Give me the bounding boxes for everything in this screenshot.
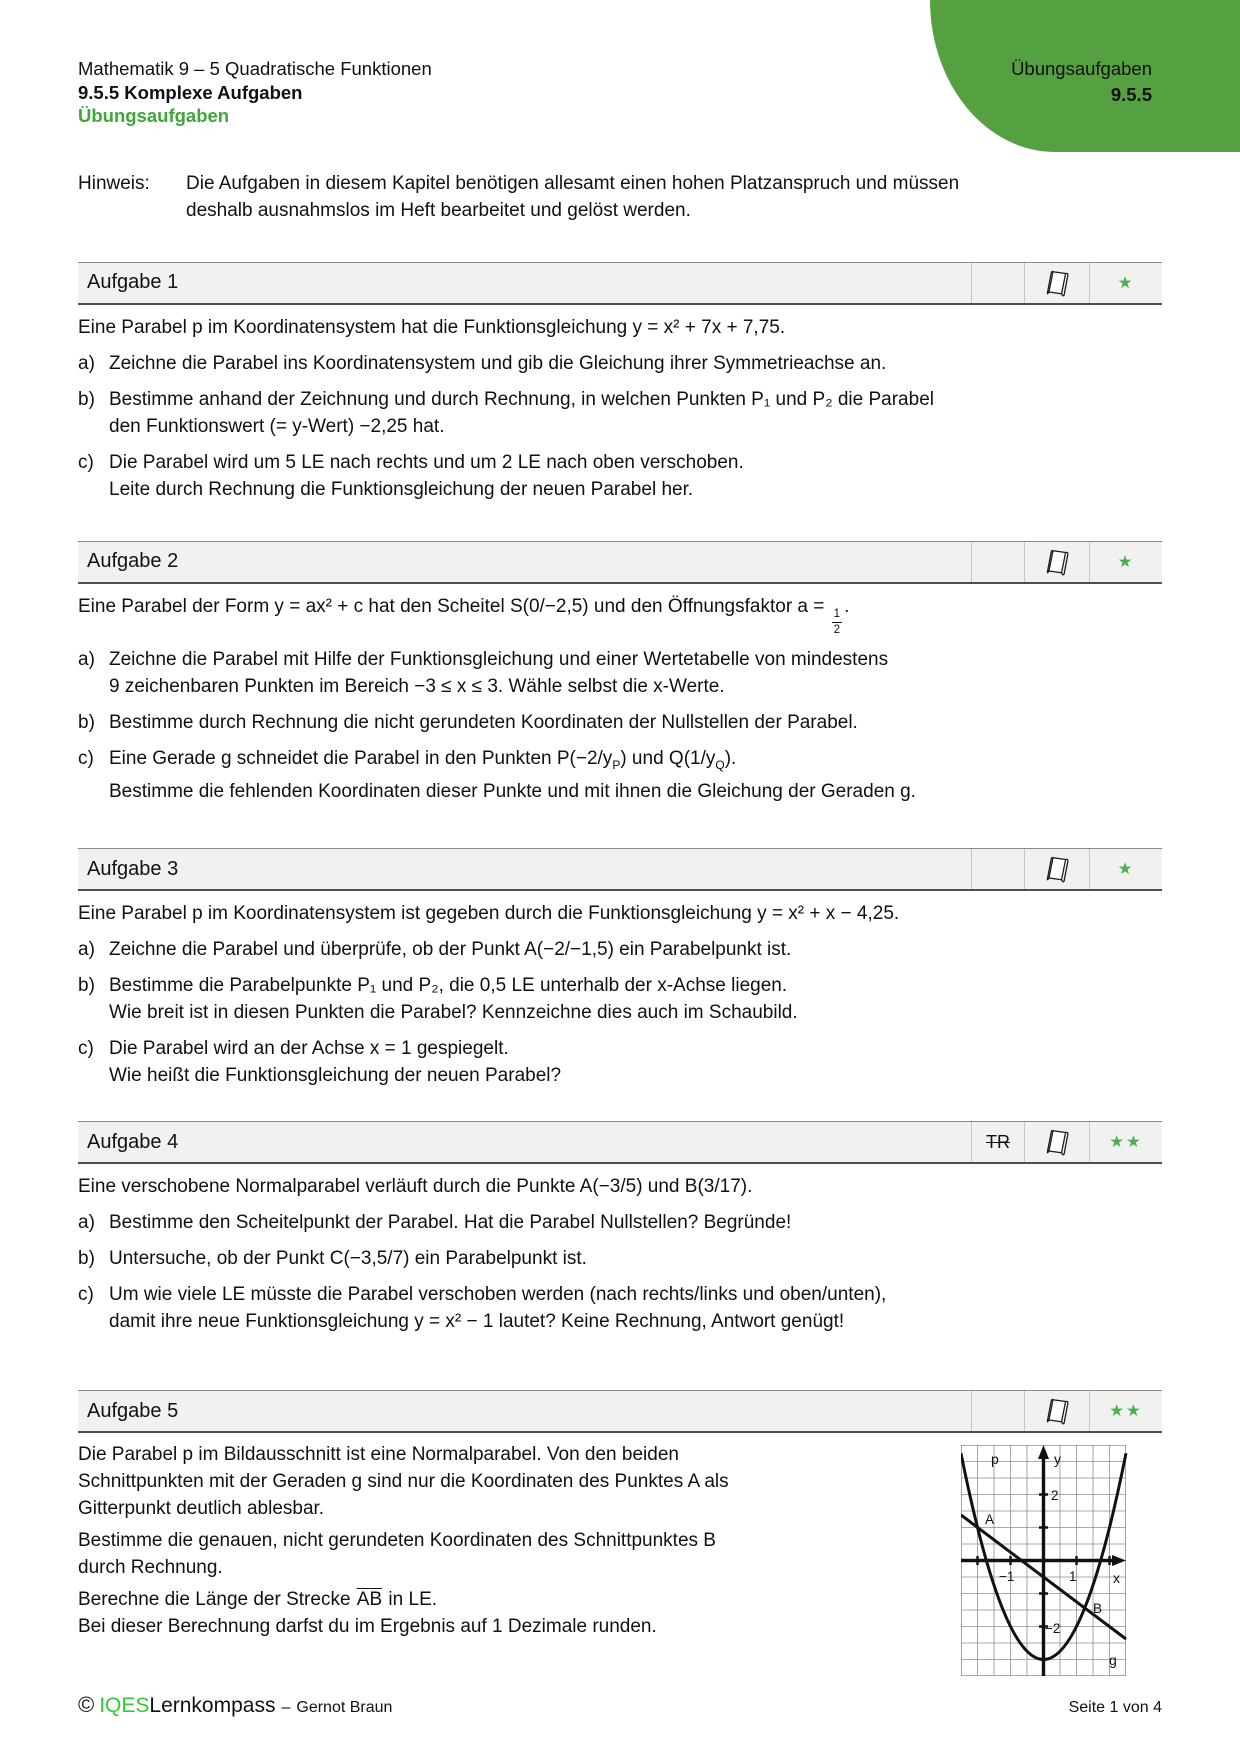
task-5-bar bbox=[78, 1390, 1162, 1433]
task-5 bbox=[78, 1390, 1162, 1682]
task-2-bar bbox=[78, 541, 1162, 584]
task-item-a: a) Zeichne die Parabel ins Koordinatensystem und gib die Gleichung ihrer Symmetrieachse an. bbox=[78, 352, 887, 374]
exercise-book-icon bbox=[1024, 1122, 1089, 1162]
x-axis-label: x bbox=[1113, 1570, 1120, 1587]
calculator-cell bbox=[971, 849, 1024, 889]
task-2 bbox=[78, 541, 1162, 806]
page-number: Seite 1 von 4 bbox=[1068, 1699, 1162, 1716]
header-chapter: 9.5.5 Komplexe Aufgaben bbox=[78, 81, 303, 103]
note-text bbox=[186, 170, 959, 224]
task-item-a: a) Bestimme den Scheitelpunkt der Parabel. Hat die Parabel Nullstellen? Begründe! bbox=[78, 1212, 792, 1234]
brand-block bbox=[78, 1692, 392, 1718]
y-axis-label: y bbox=[1054, 1451, 1061, 1468]
segment-length-line: Berechne die Länge der Strecke $\overline{AB}$ in LE. Bei dieser Berechnung darfst du im Ergebnis auf 1 Dezimale runden. bbox=[78, 1589, 657, 1638]
author-name: Gernot Braun bbox=[296, 1699, 393, 1716]
task-1-bar bbox=[78, 262, 1162, 305]
tick-label-minus2: −2 bbox=[1045, 1621, 1061, 1637]
paragraph: Die Parabel p im Bildausschnitt ist eine Normalparabel. Von den beiden Schnittpunkten mit der Geraden g sind nur die Koordinaten des Punktes A als Gitterpunkt deutlich ablesbar. bbox=[78, 1444, 729, 1520]
note-block bbox=[78, 170, 1162, 224]
note-label: Hinweis: bbox=[78, 172, 150, 194]
task-3-bar bbox=[78, 848, 1162, 891]
task-title: Aufgabe 2 bbox=[87, 550, 179, 572]
difficulty-stars: ★ bbox=[1089, 263, 1162, 303]
task-intro: Eine Parabel p im Koordinatensystem ist gegeben durch die Funktionsgleichung y = x² + x − 4,25. bbox=[78, 903, 900, 925]
task-item-c: c) Eine Gerade g schneidet die Parabel in den Punkten $P(-2/y_P)$ und $Q(1/y_Q)$. Bestimme die fehlenden Koordinaten dieser Punkte und mit ihnen die Gleichung der Geraden g. bbox=[78, 745, 1162, 806]
y-axis-arrow bbox=[1038, 1445, 1049, 1459]
no-calculator-badge: TR bbox=[971, 1122, 1024, 1162]
task-item-a: a) Zeichne die Parabel mit Hilfe der Funktionsgleichung und einer Wertetabelle von mindestens 9 zeichenbaren Punkten im Bereich −3 ≤ x ≤ 3. Wähle selbst die x-Werte. bbox=[78, 648, 889, 697]
note-line: Die Aufgaben in diesem Kapitel benötigen allesamt einen hohen Platzanspruch und müssen bbox=[186, 172, 960, 194]
tick-label-1: 1 bbox=[1069, 1569, 1077, 1585]
difficulty-stars: ★★ bbox=[1089, 1122, 1162, 1162]
calculator-cell bbox=[971, 263, 1024, 303]
task-item-b: b) Bestimme die Parabelpunkte P₁ und P₂, die 0,5 LE unterhalb der x-Achse liegen. Wie breit ist in diesen Punkten die Parabel? Kennzeichne dies auch im Schaubild. bbox=[78, 975, 798, 1024]
task-intro: Eine verschobene Normalparabel verläuft durch die Punkte A(−3/5) und B(3/17). bbox=[78, 1176, 753, 1198]
task-title: Aufgabe 1 bbox=[87, 271, 179, 293]
x-axis-arrow bbox=[1112, 1555, 1126, 1566]
task-intro: Eine Parabel p im Koordinatensystem hat die Funktionsgleichung y = x² + 7x + 7,75. bbox=[78, 316, 786, 338]
parabola-line-graph bbox=[961, 1445, 1129, 1682]
task-intro: Eine Parabel der Form y = ax² + c hat den Scheitel S(0/−2,5) und den Öffnungsfaktor a = $\frac{1}{2}$ . bbox=[78, 595, 850, 636]
task-title: Aufgabe 3 bbox=[87, 857, 179, 880]
segment-ab-overline: $\overline{AB}$ bbox=[356, 1589, 383, 1611]
task-item-b: b) Bestimme durch Rechnung die nicht gerundeten Koordinaten der Nullstellen der Parabel. bbox=[78, 711, 858, 733]
content-column bbox=[78, 0, 1162, 1682]
paragraph: Bestimme die genauen, nicht gerundeten Koordinaten des Schnittpunktes B durch Rechnung. bbox=[78, 1530, 716, 1579]
corner-badge-code: 9.5.5 bbox=[1110, 84, 1152, 105]
difficulty-stars: ★ bbox=[1089, 849, 1162, 889]
task-item-b: b) Bestimme anhand der Zeichnung und durch Rechnung, in welchen Punkten P₁ und P₂ die Parabel den Funktionswert (= y-Wert) −2,25 hat. bbox=[78, 388, 934, 437]
line-with-subscripts: Eine Gerade g schneidet die Parabel in den Punkten $P(-2/y_P)$ und $Q(1/y_Q)$. bbox=[109, 747, 737, 772]
calculator-cell bbox=[971, 1391, 1024, 1431]
task-item-a: a) Zeichne die Parabel und überprüfe, ob der Punkt A(−2/−1,5) ein Parabelpunkt ist. bbox=[78, 939, 792, 961]
exercise-book-icon bbox=[1024, 849, 1089, 889]
brand-lernkompass: Lernkompass bbox=[149, 1694, 276, 1717]
task-item-c: c) Die Parabel wird an der Achse x = 1 gespiegelt. Wie heißt die Funktionsgleichung der neuen Parabel? bbox=[78, 1038, 562, 1087]
task-title: Aufgabe 5 bbox=[87, 1399, 179, 1422]
task-3 bbox=[78, 848, 1162, 1089]
page-footer bbox=[78, 1692, 1162, 1718]
copyright-icon: © bbox=[78, 1692, 95, 1717]
tick-label-2: 2 bbox=[1051, 1488, 1059, 1504]
task-item-c: c) Um wie viele LE müsste die Parabel verschoben werden (nach rechts/links und oben/unten), damit ihre neue Funktionsgleichung y = x² − 1 lautet? Keine Rechnung, Antwort genügt! bbox=[78, 1284, 887, 1333]
difficulty-stars: ★★ bbox=[1089, 1391, 1162, 1431]
task-item-b: b) Untersuche, ob der Punkt C(−3,5/7) ein Parabelpunkt ist. bbox=[78, 1248, 587, 1270]
exercise-book-icon bbox=[1024, 1391, 1089, 1431]
point-a-label: A bbox=[985, 1512, 995, 1528]
point-b-label: B bbox=[1093, 1601, 1103, 1617]
task-4-bar bbox=[78, 1121, 1162, 1164]
task-item-c: c) Die Parabel wird um 5 LE nach rechts und um 2 LE nach oben verschoben. Leite durch Rechnung die Funktionsgleichung der neuen Parabel her. bbox=[78, 451, 744, 500]
task-4 bbox=[78, 1121, 1162, 1335]
exercise-book-icon bbox=[1024, 542, 1089, 582]
tick-label-minus1: −1 bbox=[999, 1569, 1015, 1585]
calculator-cell bbox=[971, 542, 1024, 582]
header-course: Mathematik 9 – 5 Quadratische Funktionen bbox=[78, 58, 432, 79]
task-title: Aufgabe 4 bbox=[87, 1130, 179, 1153]
exercise-book-icon bbox=[1024, 263, 1089, 303]
task-5-text bbox=[78, 1441, 961, 1640]
corner-badge-title: Übungsaufgaben bbox=[1011, 58, 1152, 79]
header-section: Übungsaufgaben bbox=[78, 105, 230, 126]
note-line: deshalb ausnahmslos im Heft bearbeitet und gelöst werden. bbox=[186, 199, 691, 221]
document-header bbox=[78, 57, 1162, 128]
fraction-one-half: $\frac{1}{2}$ bbox=[833, 608, 841, 636]
parabola-label: p bbox=[991, 1451, 999, 1468]
brand-iqes: IQES bbox=[99, 1694, 150, 1717]
brand-dash: – bbox=[281, 1699, 291, 1716]
line-g-label: g bbox=[1109, 1652, 1117, 1669]
task-1 bbox=[78, 262, 1162, 503]
difficulty-stars: ★ bbox=[1089, 542, 1162, 582]
